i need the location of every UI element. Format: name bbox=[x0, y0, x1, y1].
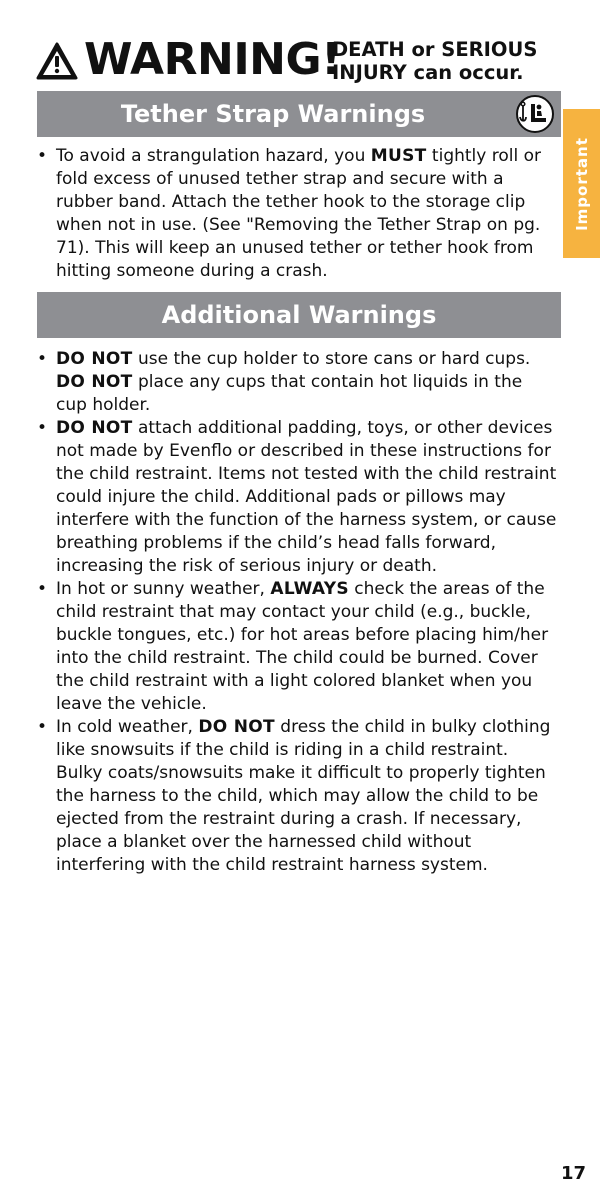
bullet-text: check the areas of the child restraint that may contact your child (e.g., buckle, buckle tongues, etc.) for hot areas before placing him/her into the child restraint. The child could be burned. Cover the child restraint with a light colored blanket when you leave the vehicle. bbox=[56, 579, 549, 714]
list-item bbox=[36, 417, 558, 578]
additional-section-header bbox=[37, 292, 561, 338]
emphasis-text: DO NOT bbox=[56, 349, 133, 369]
bullet-text: To avoid a strangulation hazard, you bbox=[56, 146, 371, 166]
warning-triangle-icon bbox=[36, 42, 78, 80]
side-tab-label: Important bbox=[572, 136, 591, 231]
warning-word: WARNING! bbox=[84, 34, 341, 85]
emphasis-text: DO NOT bbox=[198, 717, 275, 737]
bullet-text: In cold weather, bbox=[56, 717, 199, 737]
warning-subtitle-line: DEATH or SERIOUS bbox=[332, 38, 538, 61]
emphasis-text: DO NOT bbox=[56, 372, 133, 392]
warning-subtitle-line: INJURY can occur. bbox=[332, 61, 524, 84]
list-item bbox=[36, 145, 558, 283]
bullet-text: tightly roll or fold excess of unused tether strap and secure with a rubber band. Attach the tether hook to the storage clip when not in use. (See "Removing the Tether Strap on pg. 71). This will keep an unused tether or tether hook from hitting someone during a crash. bbox=[56, 146, 541, 281]
tether-section-header bbox=[37, 91, 561, 137]
side-tab-important bbox=[563, 109, 600, 258]
bullet-text: dress the child in bulky clothing like snowsuits if the child is riding in a child restraint. Bulky coats/snowsuits make it difficult to properly tighten the harness to the child, which may allow the child to be ejected from the restraint during a crash. If necessary, place a blanket over the harnessed child without interfering with the child restraint harness system. bbox=[56, 717, 551, 875]
bullet-text: place any cups that contain hot liquids in the cup holder. bbox=[56, 372, 523, 415]
child-seat-tether-icon bbox=[515, 94, 555, 134]
warning-subtitle bbox=[332, 38, 537, 84]
list-item bbox=[36, 578, 558, 716]
list-item bbox=[36, 716, 558, 877]
bullet-text: use the cup holder to store cans or hard cups. bbox=[132, 349, 531, 369]
list-item bbox=[36, 348, 558, 417]
warning-header bbox=[36, 34, 556, 84]
emphasis-text: DO NOT bbox=[56, 418, 133, 438]
emphasis-text: MUST bbox=[370, 146, 427, 166]
bullet-text: attach additional padding, toys, or other devices not made by Evenflo or described in these instructions for the child restraint. Items not tested with the child restraint could injure the child. Additional pads or pillows may interfere with the function of the harness system, or cause breathing problems if the child’s head falls forward, increasing the risk of serious injury or death. bbox=[56, 418, 557, 576]
emphasis-text: ALWAYS bbox=[270, 579, 349, 599]
tether-section-title: Tether Strap Warnings bbox=[120, 100, 426, 128]
additional-section-title: Additional Warnings bbox=[161, 301, 437, 329]
tether-warning-list bbox=[36, 145, 558, 283]
bullet-text: In hot or sunny weather, bbox=[56, 579, 271, 599]
page-number: 17 bbox=[560, 1163, 586, 1184]
additional-warning-list bbox=[36, 348, 558, 877]
